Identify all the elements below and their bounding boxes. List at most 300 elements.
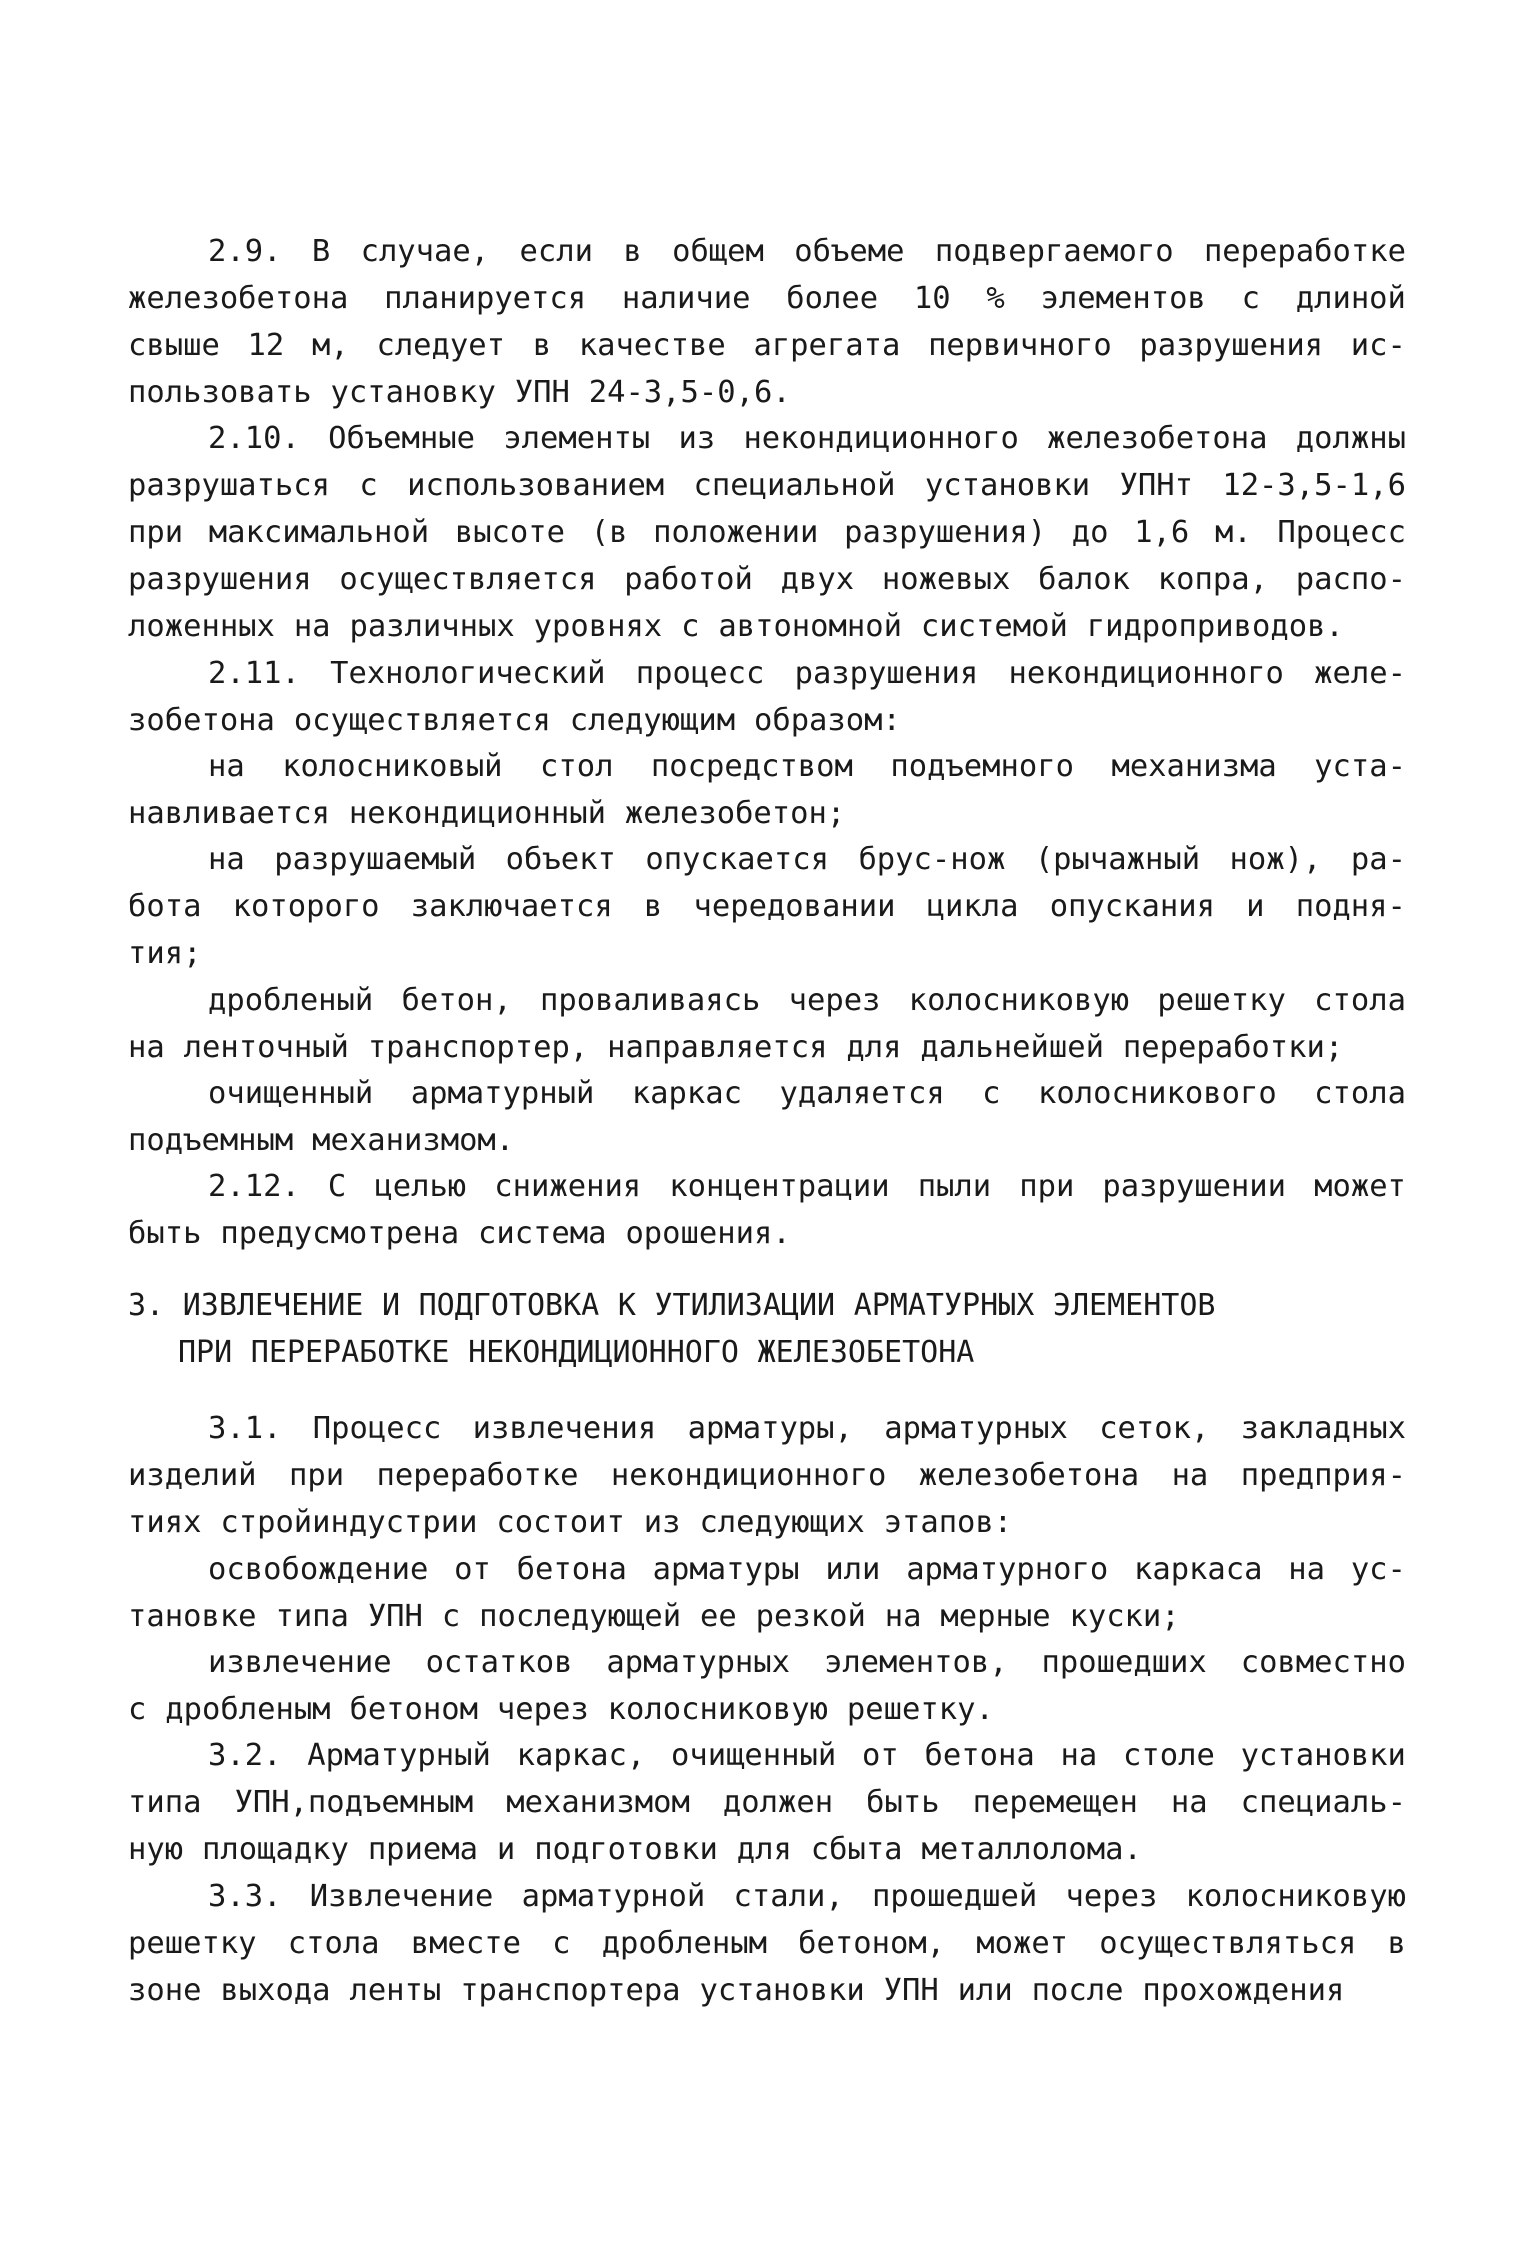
text-line	[128, 1920, 1406, 1967]
word: стали,	[733, 1879, 844, 1914]
word: которого	[232, 889, 380, 924]
word: м.	[1214, 515, 1252, 550]
word: ножевых	[881, 562, 1011, 597]
word: стола	[1314, 983, 1406, 1018]
word: бетона	[924, 1738, 1035, 1773]
word: с	[1241, 281, 1260, 316]
word: решетку	[128, 1926, 257, 1961]
text-line	[128, 1686, 1406, 1733]
text-line	[128, 1639, 1406, 1686]
word: прошедших	[1041, 1645, 1207, 1680]
word: или	[825, 1552, 881, 1587]
word: предусмотрена	[220, 1216, 460, 1251]
word: цикла	[926, 889, 1019, 924]
word: механизма	[1111, 749, 1277, 784]
word: брус-нож	[858, 842, 1006, 877]
word: после	[1031, 1973, 1124, 2008]
word: ПРИ	[178, 1335, 233, 1370]
word: быть	[866, 1785, 940, 1820]
word: 2.10.	[208, 421, 300, 456]
paragraph	[128, 1070, 1406, 1164]
word: колосниковую	[607, 1692, 828, 1727]
word: и	[496, 1832, 516, 1867]
word: перемещен	[972, 1785, 1138, 1820]
word: (рычажный	[1034, 842, 1201, 877]
word: этапов:	[883, 1505, 1013, 1540]
word: разрушаемый	[274, 842, 477, 877]
word: некондиционного	[743, 421, 1019, 456]
word: типа	[275, 1599, 349, 1634]
word: остатков	[425, 1645, 573, 1680]
word: высоте	[454, 515, 566, 550]
word: извлечение	[208, 1645, 392, 1680]
word: подвергаемого	[934, 234, 1174, 269]
word: может	[976, 1926, 1069, 1961]
word: качестве	[578, 328, 726, 363]
word: работой	[624, 562, 753, 597]
word: более	[786, 281, 879, 316]
word: чередовании	[693, 889, 896, 924]
word: состоит	[496, 1505, 625, 1540]
word: тия;	[128, 936, 202, 971]
text-line	[128, 1826, 1406, 1873]
text-line	[128, 369, 1406, 416]
word: арматурных	[884, 1411, 1068, 1446]
text-line	[128, 1070, 1406, 1117]
word: сбыта	[810, 1832, 903, 1867]
word: В	[311, 234, 331, 269]
word: И	[381, 1288, 400, 1323]
word: переработке	[376, 1458, 579, 1493]
word: некондиционный	[348, 796, 606, 831]
word: процесс	[635, 656, 765, 691]
word: осуществляется	[339, 562, 597, 597]
word: разрушаться	[128, 468, 330, 503]
word: вместе	[410, 1926, 521, 1961]
word: заключается	[410, 889, 613, 924]
word: 3.2.	[208, 1738, 282, 1773]
word: системой	[920, 609, 1068, 644]
paragraph	[128, 977, 1406, 1071]
word: разрушения)	[844, 515, 1047, 550]
word: подъемным	[128, 1123, 294, 1158]
word: последующей	[479, 1599, 682, 1634]
word: балок	[1038, 562, 1130, 597]
word: положении	[653, 515, 819, 550]
word: посредством	[650, 749, 853, 784]
word: столе	[1123, 1738, 1215, 1773]
paragraph	[128, 650, 1406, 744]
word: (в	[590, 515, 628, 550]
word: УПН	[367, 1599, 423, 1634]
word: 1,6	[1134, 515, 1190, 550]
word: первичного	[928, 328, 1112, 363]
word: зобетона	[128, 703, 275, 738]
word: специаль-	[1240, 1785, 1406, 1820]
word: на	[1171, 1458, 1209, 1493]
word: бетоном	[349, 1692, 478, 1727]
word: на	[293, 609, 331, 644]
word: УПНт	[1119, 468, 1193, 503]
word: ную	[128, 1832, 184, 1867]
word: предприя-	[1240, 1458, 1406, 1493]
word: наличие	[621, 281, 751, 316]
word: образом:	[753, 703, 901, 738]
word: каркаса	[1133, 1552, 1263, 1587]
word: типа	[128, 1785, 202, 1820]
word: ус-	[1350, 1552, 1406, 1587]
word: АРМАТУРНЫХ	[853, 1288, 1035, 1323]
word: удаляется	[779, 1076, 945, 1111]
word: осуществляться	[1099, 1926, 1357, 1961]
word: изделий	[128, 1458, 257, 1493]
word: железобетона	[1047, 421, 1268, 456]
paragraph	[128, 1546, 1406, 1640]
word: при	[1019, 1169, 1075, 1204]
word: стола	[287, 1926, 380, 1961]
word: прошедшей	[871, 1879, 1038, 1914]
word: разрушении	[1102, 1169, 1287, 1204]
word: выхода	[220, 1973, 331, 2008]
word: арматуры	[652, 1552, 800, 1587]
word: в	[643, 889, 663, 924]
word: Процесс	[1277, 515, 1406, 550]
word: до	[1071, 515, 1109, 550]
word: 12-3,5-1,6	[1222, 468, 1406, 503]
word: ее	[700, 1599, 737, 1634]
text-line	[128, 1593, 1406, 1640]
word: ис-	[1350, 328, 1406, 363]
word: на	[208, 842, 245, 877]
word: для	[846, 1030, 902, 1065]
word: планируется	[384, 281, 587, 316]
word: извлечения	[472, 1411, 657, 1446]
word: ПЕРЕРАБОТКЕ	[250, 1335, 450, 1370]
paragraph	[128, 1873, 1406, 2014]
text-line	[128, 1732, 1406, 1779]
word: на	[208, 749, 245, 784]
word: некондиционного	[610, 1458, 887, 1493]
word: пользовать	[128, 375, 312, 410]
paragraph	[128, 415, 1406, 650]
word: или	[957, 1973, 1013, 2008]
word: куски;	[1069, 1599, 1180, 1634]
paragraph	[128, 228, 1406, 416]
word: железобетона	[918, 1458, 1140, 1493]
word: гидроприводов.	[1086, 609, 1344, 644]
word: в	[532, 328, 552, 363]
word: копра,	[1157, 562, 1268, 597]
word: мерные	[940, 1599, 1051, 1634]
word: с	[359, 468, 378, 503]
word: зоне	[128, 1973, 202, 2008]
text-line	[128, 1210, 1406, 1257]
word: с	[552, 1926, 571, 1961]
word: резкой	[755, 1599, 866, 1634]
word: 24-3,5-0,6.	[588, 375, 791, 410]
word: ленты	[349, 1973, 442, 2008]
word: железобетона	[128, 281, 349, 316]
paragraph	[128, 836, 1406, 977]
word: Объемные	[328, 421, 475, 456]
word: уста-	[1314, 749, 1406, 784]
word: специальной	[693, 468, 896, 503]
text-line	[128, 322, 1406, 369]
word: механизмом.	[312, 1123, 515, 1158]
word: площадку	[202, 1832, 349, 1867]
word: целью	[374, 1169, 467, 1204]
text-line	[128, 228, 1406, 275]
word: должен	[722, 1785, 834, 1820]
word: разрушения	[794, 656, 979, 691]
word: система	[477, 1216, 607, 1251]
word: следующим	[569, 703, 736, 738]
word: колосниковую	[908, 983, 1130, 1018]
word: для	[736, 1832, 792, 1867]
word: арматурный	[410, 1076, 595, 1111]
word: бетоном,	[798, 1926, 946, 1961]
word: %	[986, 281, 1005, 316]
word: Извлечение	[309, 1879, 494, 1914]
word: на	[1060, 1738, 1098, 1773]
word: некондиционного	[1008, 656, 1284, 691]
word: закладных	[1240, 1411, 1406, 1446]
word: опускания	[1049, 889, 1215, 924]
text-line	[128, 1546, 1406, 1593]
text-line	[128, 462, 1406, 509]
word: с	[681, 609, 700, 644]
text-line	[128, 1405, 1406, 1452]
word: снижения	[494, 1169, 642, 1204]
word: может	[1314, 1169, 1406, 1204]
word: ленточный	[183, 1030, 349, 1065]
text-line	[128, 930, 1406, 977]
word: ра-	[1350, 842, 1406, 877]
text-line	[128, 1163, 1406, 1210]
text-line	[128, 836, 1406, 883]
word: разрушения	[128, 562, 312, 597]
word: через	[496, 1692, 589, 1727]
word: элементов,	[823, 1645, 1008, 1680]
word: направляется	[607, 1030, 828, 1065]
heading-line	[128, 1282, 1406, 1329]
word: пыли	[917, 1169, 992, 1204]
word: 2.11.	[208, 656, 300, 691]
word: двух	[780, 562, 855, 597]
word: Арматурный	[307, 1738, 491, 1773]
word: освобождение	[208, 1552, 429, 1587]
text-line	[128, 509, 1406, 556]
word: стройиндустрии	[220, 1505, 478, 1540]
word: Процесс	[312, 1411, 442, 1446]
word: элементы	[503, 421, 651, 456]
word: на	[1288, 1552, 1326, 1587]
section-heading	[128, 1282, 1406, 1376]
word: дробленым	[601, 1926, 767, 1961]
word: орошения.	[625, 1216, 791, 1251]
word: каркас	[631, 1076, 742, 1111]
word: колосникового	[1038, 1076, 1277, 1111]
word: в	[623, 234, 642, 269]
word: следует	[376, 328, 505, 363]
word: бетона	[516, 1552, 627, 1587]
word: осуществляется	[293, 703, 551, 738]
text-line	[128, 1452, 1406, 1499]
word: свыше	[128, 328, 220, 363]
word: при	[128, 515, 184, 550]
word: из	[678, 421, 716, 456]
word: элементов	[1040, 281, 1206, 316]
text-line	[128, 1873, 1406, 1920]
word: подготовки	[534, 1832, 718, 1867]
word: 3.1.	[208, 1411, 282, 1446]
word: решетку.	[846, 1692, 994, 1727]
word: УПН	[514, 375, 570, 410]
word: арматурной	[521, 1879, 706, 1914]
word: максимальной	[208, 515, 430, 550]
word: установку	[330, 375, 496, 410]
word: разрушения	[1139, 328, 1324, 363]
word: совместно	[1240, 1645, 1406, 1680]
paragraph	[128, 1405, 1406, 1546]
word: приема	[367, 1832, 478, 1867]
word: подъемного	[890, 749, 1074, 784]
word: арматурных	[606, 1645, 791, 1680]
text-line	[128, 977, 1406, 1024]
text-line	[128, 415, 1406, 462]
heading-line	[128, 1329, 1406, 1376]
word: с	[128, 1692, 147, 1727]
word: 3.3.	[208, 1879, 282, 1914]
word: м,	[312, 328, 349, 363]
word: с	[982, 1076, 1001, 1111]
word: тиях	[128, 1505, 202, 1540]
word: УПН,подъемным	[234, 1785, 474, 1820]
word: установки	[699, 1973, 865, 2008]
word: арматуры,	[687, 1411, 853, 1446]
word: объект	[505, 842, 616, 877]
word: следующих	[699, 1505, 865, 1540]
text-line	[128, 790, 1406, 837]
word: уровнях	[533, 609, 663, 644]
word: из	[643, 1505, 681, 1540]
word: транспортер,	[367, 1030, 589, 1065]
word: подня-	[1295, 889, 1406, 924]
word: ИЗВЛЕЧЕНИЕ	[182, 1288, 364, 1323]
word: прохождения	[1142, 1973, 1345, 2008]
word: бетон,	[401, 983, 512, 1018]
word: К	[617, 1288, 636, 1323]
word: использованием	[407, 468, 665, 503]
word: колосниковую	[1185, 1879, 1406, 1914]
word: 12	[247, 328, 285, 363]
word: механизмом	[506, 1785, 690, 1820]
word: автономной	[718, 609, 902, 644]
word: ложенных	[128, 609, 275, 644]
word: металлолома.	[921, 1832, 1142, 1867]
paragraph	[128, 743, 1406, 837]
word: очищенный	[670, 1738, 837, 1773]
word: 10	[913, 281, 951, 316]
word: быть	[128, 1216, 202, 1251]
word: УТИЛИЗАЦИИ	[654, 1288, 836, 1323]
word: НЕКОНДИЦИОННОГО	[468, 1335, 739, 1370]
word: длиной	[1295, 281, 1406, 316]
paragraph	[128, 1639, 1406, 1733]
word: ЖЕЛЕЗОБЕТОНА	[757, 1335, 975, 1370]
text-line	[128, 275, 1406, 322]
word: через	[1065, 1879, 1158, 1914]
paragraph	[128, 1732, 1406, 1873]
text-line	[128, 556, 1406, 603]
word: дальнейшей	[920, 1030, 1104, 1065]
word: нож),	[1229, 842, 1322, 877]
text-line	[128, 1967, 1406, 2014]
text-line	[128, 1499, 1406, 1546]
text-line	[128, 743, 1406, 790]
word: с	[441, 1599, 461, 1634]
word: установки	[924, 468, 1091, 503]
word: бота	[128, 889, 202, 924]
word: опускается	[645, 842, 829, 877]
word: 2.12.	[208, 1169, 300, 1204]
word: и	[1246, 889, 1265, 924]
word: случае,	[360, 234, 490, 269]
word: решетку	[1157, 983, 1286, 1018]
word: от	[454, 1552, 491, 1587]
word: дробленым	[165, 1692, 331, 1727]
word: каркас,	[516, 1738, 646, 1773]
word: железобетон;	[624, 796, 846, 831]
word: Технологический	[330, 656, 606, 691]
word: УПН	[883, 1973, 939, 2008]
word: навливается	[128, 796, 330, 831]
paragraph	[128, 1163, 1406, 1257]
word: сеток,	[1099, 1411, 1210, 1446]
word: арматурного	[906, 1552, 1109, 1587]
text-line	[128, 1024, 1406, 1071]
word: при	[288, 1458, 345, 1493]
word: переработки;	[1122, 1030, 1344, 1065]
word: через	[788, 983, 881, 1018]
text-line	[128, 883, 1406, 930]
word: агрегата	[753, 328, 901, 363]
word: С	[327, 1169, 347, 1204]
text-line	[128, 697, 1406, 744]
word: проваливаясь	[539, 983, 761, 1018]
word: если	[519, 234, 593, 269]
word: 2.9.	[208, 234, 282, 269]
word: различных	[349, 609, 515, 644]
word: желе-	[1314, 656, 1406, 691]
text-line	[128, 1117, 1406, 1164]
word: ЭЛЕМЕНТОВ	[1052, 1288, 1216, 1323]
word: транспортера	[460, 1973, 681, 2008]
word: установки	[1240, 1738, 1406, 1773]
word: переработке	[1203, 234, 1406, 269]
word: дробленый	[208, 983, 374, 1018]
word: стола	[1314, 1076, 1406, 1111]
word: на	[1170, 1785, 1208, 1820]
text-line	[128, 650, 1406, 697]
word: объеме	[794, 234, 905, 269]
word: 3.	[128, 1288, 165, 1323]
word: стол	[540, 749, 614, 784]
word: в	[1387, 1926, 1406, 1961]
word: общем	[672, 234, 764, 269]
word: колосниковый	[282, 749, 503, 784]
text-line	[128, 603, 1406, 650]
